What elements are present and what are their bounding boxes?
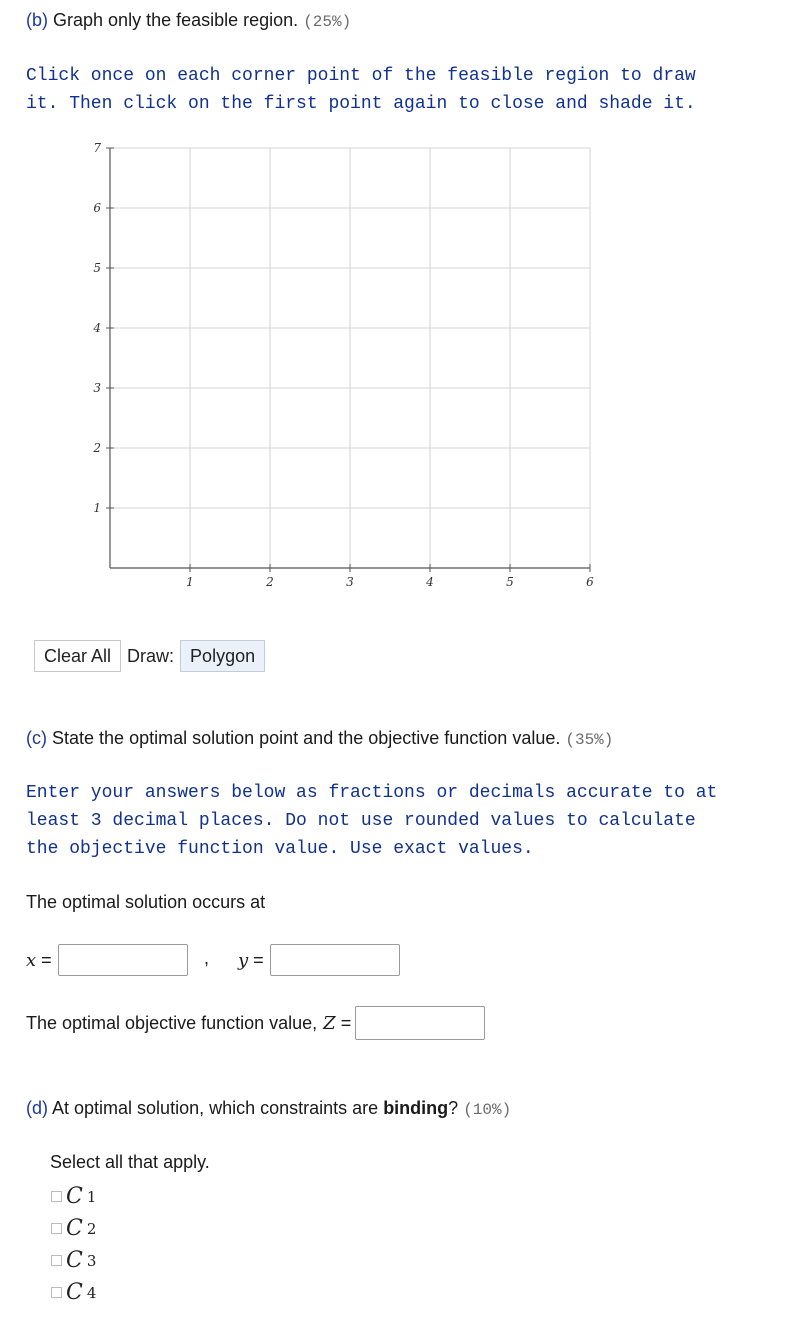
constraint-option-c3[interactable] (51, 1248, 96, 1273)
y-tick-label: 3 (93, 381, 101, 395)
part-d-title-bold: binding (383, 1098, 449, 1118)
x-tick-label: 1 (186, 575, 194, 589)
constraint-subscript: 3 (86, 1251, 97, 1270)
y-equals: = (253, 949, 264, 970)
y-tick-label: 5 (93, 261, 101, 275)
y-answer-row (238, 944, 400, 976)
part-b-title: Graph only the feasible region. (53, 10, 299, 30)
constraint-option-c1[interactable] (51, 1184, 96, 1209)
y-tick-label: 7 (93, 141, 101, 155)
optimal-solution-text: The optimal solution occurs at (26, 892, 266, 912)
x-tick-label: 4 (426, 575, 434, 589)
x-tick-label: 3 (346, 575, 354, 589)
part-d-title-pre: At optimal solution, which constraints are (52, 1098, 379, 1118)
constraint-subscript: 2 (86, 1219, 97, 1238)
x-label: x (26, 949, 37, 971)
clear-all-button[interactable]: Clear All (34, 640, 121, 672)
x-equals: = (41, 949, 52, 970)
part-c-instructions-line2: least 3 decimal places. Do not use rounded values to calculate (26, 811, 696, 831)
y-tick-label: 1 (93, 501, 101, 515)
feasible-region-graph[interactable] (0, 0, 802, 600)
x-tick-label: 5 (506, 575, 514, 589)
x-value-input[interactable] (58, 944, 188, 976)
checkbox-c1[interactable] (51, 1191, 62, 1202)
part-c-instructions-line1: Enter your answers below as fractions or decimals accurate to at (26, 783, 718, 803)
z-label: Z (323, 1012, 336, 1034)
part-c-title: State the optimal solution point and the objective function value. (52, 728, 561, 748)
part-c-heading (26, 728, 613, 749)
part-b-instructions-line1: Click once on each corner point of the feasible region to draw (26, 66, 696, 86)
constraint-letter: C (66, 1280, 83, 1305)
part-d-weight: (10%) (463, 1101, 512, 1119)
objective-text: The optimal objective function value, (26, 1012, 318, 1033)
part-b-weight: (25%) (303, 13, 352, 31)
polygon-tool-button[interactable]: Polygon (180, 640, 265, 672)
part-c-label: (c) (26, 728, 47, 748)
checkbox-c3[interactable] (51, 1255, 62, 1266)
constraint-subscript: 1 (86, 1187, 97, 1206)
y-tick-label: 6 (93, 201, 101, 215)
graph-toolbar (34, 640, 265, 672)
constraint-options (51, 1184, 96, 1305)
constraint-option-c4[interactable] (51, 1280, 96, 1305)
constraint-letter: C (66, 1216, 83, 1241)
part-b-instructions-line2: it. Then click on the first point again to close and shade it. (26, 94, 696, 114)
y-tick-label: 2 (93, 441, 101, 455)
x-tick-label: 2 (266, 575, 274, 589)
checkbox-c4[interactable] (51, 1287, 62, 1298)
comma-separator: , (204, 948, 210, 968)
part-c-weight: (35%) (565, 731, 614, 749)
z-value-input[interactable] (355, 1006, 485, 1040)
constraint-letter: C (66, 1184, 83, 1209)
select-all-text: Select all that apply. (50, 1152, 210, 1172)
draw-label: Draw: (127, 645, 175, 666)
constraint-option-c2[interactable] (51, 1216, 96, 1241)
part-d-heading (26, 1098, 511, 1119)
checkbox-c2[interactable] (51, 1223, 62, 1234)
x-tick-label: 6 (586, 575, 594, 589)
part-c-instructions-line3: the objective function value. Use exact values. (26, 839, 534, 859)
x-answer-row (26, 944, 188, 976)
y-value-input[interactable] (270, 944, 400, 976)
z-equals: = (340, 1012, 352, 1033)
objective-row (26, 1006, 485, 1040)
y-label: y (238, 949, 249, 971)
part-c-instructions (26, 779, 717, 863)
constraint-subscript: 4 (86, 1283, 97, 1302)
part-d-title-post: ? (448, 1098, 459, 1118)
y-tick-label: 4 (93, 321, 101, 335)
part-b-label: (b) (26, 10, 48, 30)
part-d-label: (d) (26, 1098, 48, 1118)
constraint-letter: C (66, 1248, 83, 1273)
